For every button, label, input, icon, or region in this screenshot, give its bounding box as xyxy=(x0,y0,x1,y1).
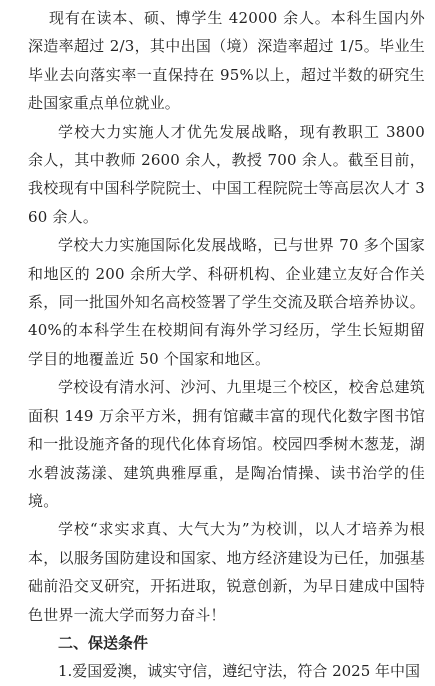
condition-item: 1.爱国爱澳，诚实守信，遵纪守法，符合 2025 年中国 xyxy=(58,662,421,681)
paragraph-motto: 学校“求实求真、大气大为”为校训，以人才培养为根本，以服务国防建设和国家、地方经济建设为已任，加强基础前沿交叉研究，开拓进取，锐意创新，为早日建成中国特色世界一流大学而努力奋斗！ xyxy=(28,520,425,624)
paragraph-campus: 学校设有清水河、沙河、九里堤三个校区，校舍总建筑面积 149 万余平方米，拥有馆藏丰富的现代化数字图书馆和一批设施齐备的现代化体育场馆。校园四季树木葱茏，湖水碧波荡漾、建筑典雅厚重，是陶冶情操、读书治学的佳境。 xyxy=(28,378,425,510)
paragraph-talent: 学校大力实施人才优先发展战略，现有教职工 3800 余人，其中教师 2600 余人，教授 700 余人。截至目前，我校现有中国科学院院士、中国工程院院士等高层次人才 360 余人。 xyxy=(28,122,425,226)
section-heading: 二、保送条件 xyxy=(58,633,149,652)
paragraph-international: 学校大力实施国际化发展战略，已与世界 70 多个国家和地区的 200 余所大学、科研机构、企业建立友好合作关系，同一批国外知名高校签署了学生交流及联合培养协议。40%的本科学生在校期间有海外学习经历，学生长短期留学目的地覆盖近 50 个国家和地区。 xyxy=(28,236,425,368)
paragraph-students: 现有在读本、硕、博学生 42000 余人。本科生国内外深造率超过 2/3，其中出国（境）深造率超过 1/5。毕业生毕业去向落实率一直保持在 95%以上，超过半数的研究生赴国家重点单位就业。 xyxy=(28,9,425,113)
